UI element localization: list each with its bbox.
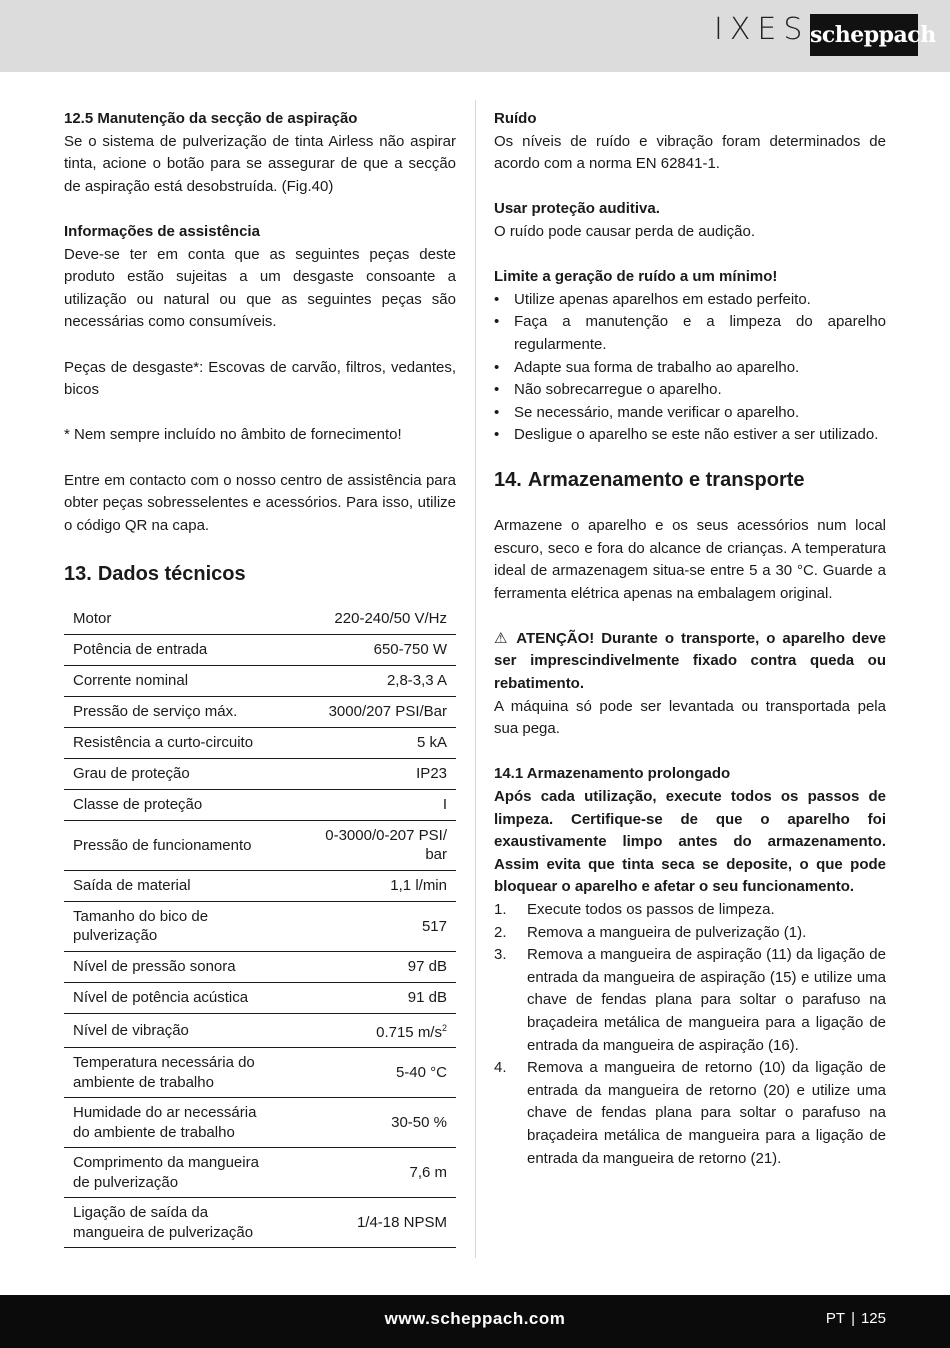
warning-text: ATENÇÃO! Durante o transporte, o aparelho deve ser imprescindivelmente fixado contra queda ou rebatimento. [494, 629, 887, 693]
lift-text: A máquina só pode ser levantada ou transportada pela sua pega. [494, 697, 886, 738]
section-12-5-text: Se o sistema de pulverização de tinta Airless não aspirar tinta, acione o botão para se assegurar de que a secção de aspiração está desobstruída. (Fig.40) [64, 132, 456, 195]
section-14-1-bold-text: Após cada utilização, execute todos os passos de limpeza. Certifique-se de que o aparelho foi exaustivamente limpo antes do armazenamento. Assim evita que tinta seca se deposite, o que pode bloquear o aparelho e afetar o seu funcionamento. [494, 788, 886, 896]
spec-value-text: 5-40 °C [395, 1064, 447, 1082]
noise-limit-title: Limite a geração de ruído a um mínimo! [494, 268, 778, 286]
noise-text: Os níveis de ruído e vibração foram determinados de acordo com a norma EN 62841-1. [494, 132, 886, 173]
tech-data-number: 13. [64, 563, 92, 586]
spec-value [310, 1098, 456, 1148]
spec-value [310, 951, 456, 982]
step-number: 2. [494, 923, 507, 941]
service-info-title: Informações de assistência [64, 222, 260, 240]
page-footer [0, 1295, 950, 1348]
spec-value [310, 1148, 456, 1198]
service-info-text: Deve-se ter em conta que as seguintes peças deste produto estão sujeitas a um desgaste consoante a utilização ou natural ou que as seguintes peças são necessárias como consumíveis. [64, 245, 456, 331]
spec-value-text: 97 dB [407, 958, 447, 976]
spec-label: Potência de entrada [64, 634, 310, 665]
spec-value [310, 634, 456, 665]
page-separator: | [851, 1310, 855, 1327]
spec-value-text: 91 dB [407, 989, 447, 1007]
noise-title: Ruído [494, 110, 537, 127]
transport-warning [494, 628, 886, 696]
website-link[interactable]: www.scheppach.com [384, 1309, 566, 1328]
spec-value-superscript: 2 [441, 1022, 447, 1033]
spec-value [310, 982, 456, 1013]
list-item: • Utilize apenas aparelhos em estado perfeito. [494, 289, 886, 312]
hearing-protection-title: Usar proteção auditiva. [494, 200, 660, 218]
spec-label: Tamanho do bico de pulverização [64, 901, 310, 951]
list-item [494, 944, 886, 1057]
table-row [64, 758, 456, 789]
list-item: • Adapte sua forma de trabalho ao aparelho. [494, 357, 886, 380]
spec-value-text: 517 [421, 917, 447, 935]
step-text: Remova a mangueira de retorno (10) da ligação de entrada da mangueira de retorno (20) e utilize uma chave de fendas plana para soltar o parafuso na braçadeira metálica de mangueira para a ligação de entrada da mangueira de retorno (21). [527, 1059, 886, 1167]
step-text: Execute todos os passos de limpeza. [527, 901, 775, 918]
language-code: PT [825, 1310, 846, 1327]
scheppach-logo: scheppach [810, 14, 918, 56]
table-row [64, 789, 456, 820]
spec-value [310, 727, 456, 758]
tech-data-heading [64, 561, 456, 587]
section-12-5-title: 12.5 Manutenção da secção de aspiração [64, 110, 358, 127]
hearing-protection-text: O ruído pode causar perda de audição. [494, 222, 756, 240]
contact-text: Entre em contacto com o nosso centro de assistência para obter peças sobresselentes e acessórios. Para isso, utilize o código QR na capa. [64, 471, 456, 534]
storage-steps-list [494, 899, 886, 1170]
table-row [64, 901, 456, 951]
storage-text: Armazene o aparelho e os seus acessórios num local escuro, seco e fora do alcance de crianças. A temperatura ideal de armazenagem situa-se entre 5 a 30 °C. Guarde a ferramenta elétrica apenas na embalagem original. [494, 516, 886, 602]
spec-label: Pressão de serviço máx. [64, 696, 310, 727]
storage-heading [494, 467, 886, 493]
spec-value [310, 696, 456, 727]
table-row [64, 603, 456, 634]
table-row [64, 634, 456, 665]
spec-value [310, 901, 456, 951]
spec-value-text: 1/4-18 NPSM [356, 1214, 447, 1232]
section-14-1-title: 14.1 Armazenamento prolongado [494, 765, 731, 783]
spec-label: Pressão de funcionamento [64, 820, 310, 870]
table-row [64, 951, 456, 982]
spec-value-text: 0.715 m/s [376, 1023, 442, 1041]
spec-value [310, 870, 456, 901]
spec-value-text: 30-50 % [391, 1114, 447, 1132]
table-row [64, 696, 456, 727]
list-item: • Não sobrecarregue o aparelho. [494, 379, 886, 402]
ixes-logo: IXES [714, 12, 810, 47]
table-row [64, 1098, 456, 1148]
column-divider [475, 100, 476, 1258]
spec-value [310, 1198, 456, 1248]
spec-value-text: 0-3000/0-207 PSI/ bar [325, 826, 447, 864]
tech-data-title: Dados técnicos [97, 563, 246, 586]
spec-label: Nível de pressão sonora [64, 951, 310, 982]
tech-data-table [64, 603, 456, 1248]
table-row [64, 982, 456, 1013]
spec-value-text: 5 kA [416, 734, 447, 752]
list-item [494, 922, 886, 945]
spec-value-text: I [442, 796, 447, 814]
wear-parts-text: Peças de desgaste*: Escovas de carvão, filtros, vedantes, bicos [64, 358, 456, 399]
right-column [494, 108, 886, 1170]
table-row [64, 870, 456, 901]
spec-label: Grau de proteção [64, 758, 310, 789]
spec-value-text: 3000/207 PSI/Bar [328, 703, 447, 721]
spec-value [310, 603, 456, 634]
list-item [494, 1057, 886, 1170]
table-row [64, 665, 456, 696]
spec-value [310, 820, 456, 870]
spec-label: Corrente nominal [64, 665, 310, 696]
page-number [826, 1310, 886, 1327]
spec-value-text: 220-240/50 V/Hz [334, 609, 447, 627]
table-row [64, 1148, 456, 1198]
step-number: 1. [494, 901, 507, 918]
step-text: Remova a mangueira de pulverização (1). [527, 923, 807, 941]
spec-value-text: 7,6 m [409, 1164, 447, 1182]
noise-limit-list [494, 289, 886, 447]
list-item [494, 899, 886, 922]
step-number: 3. [494, 946, 507, 964]
spec-label: Ligação de saída da mangueira de pulverização [64, 1198, 310, 1248]
list-item: • Se necessário, mande verificar o aparelho. [494, 402, 886, 425]
page-header [0, 0, 950, 72]
spec-label: Humidade do ar necessária do ambiente de trabalho [64, 1098, 310, 1148]
spec-label: Classe de proteção [64, 789, 310, 820]
spec-label: Saída de material [64, 870, 310, 901]
list-item: • Faça a manutenção e a limpeza do aparelho regularmente. [494, 311, 886, 356]
spec-value-text: IP23 [416, 765, 447, 783]
left-column [64, 108, 456, 1248]
spec-label: Resistência a curto-circuito [64, 727, 310, 758]
spec-value-text: 650-750 W [373, 641, 447, 659]
table-row [64, 1048, 456, 1098]
storage-title: Armazenamento e transporte [527, 468, 805, 491]
table-row [64, 1013, 456, 1048]
spec-label: Temperatura necessária do ambiente de trabalho [64, 1048, 310, 1098]
table-row [64, 1198, 456, 1248]
spec-value [310, 665, 456, 696]
spec-value-text: 2,8-3,3 A [386, 672, 447, 690]
spec-value [310, 1048, 456, 1098]
spec-label: Motor [64, 603, 310, 634]
page-value: 125 [860, 1310, 886, 1327]
spec-value-text: 1,1 l/min [390, 877, 447, 895]
storage-number: 14. [494, 468, 522, 491]
warning-icon: ⚠ [494, 629, 511, 647]
spec-label: Comprimento da mangueira de pulverização [64, 1148, 310, 1198]
table-row [64, 727, 456, 758]
footnote-text: * Nem sempre incluído no âmbito de fornecimento! [64, 426, 402, 444]
spec-value [310, 758, 456, 789]
spec-value [310, 789, 456, 820]
table-row [64, 820, 456, 870]
spec-label: Nível de vibração [64, 1013, 310, 1048]
list-item: • Desligue o aparelho se este não estiver a ser utilizado. [494, 424, 886, 447]
step-text: Remova a mangueira de aspiração (11) da ligação de entrada da mangueira de aspiração (15) e utilize uma chave de fendas plana para soltar o parafuso na braçadeira metálica de mangueira para a ligação de entrada da mangueira de aspiração (16). [527, 946, 886, 1054]
spec-label: Nível de potência acústica [64, 982, 310, 1013]
spec-value [310, 1013, 456, 1048]
step-number: 4. [494, 1059, 507, 1077]
